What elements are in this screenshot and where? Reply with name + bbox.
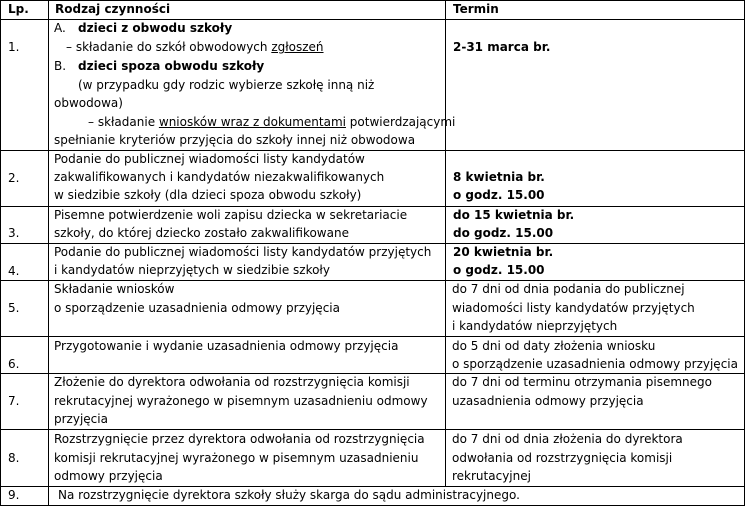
wnioskow-link: wniosków wraz z dokumentami — [158, 115, 346, 129]
row-number: 9. — [8, 488, 20, 502]
section-a-text: – składanie do szkół obwodowych — [66, 40, 272, 54]
section-a-title: dzieci z obwodu szkoły — [78, 21, 233, 35]
activity-text: zakwalifikowanych i kandydatów niezakwalifikowanych — [54, 170, 385, 184]
section-b-line1: (w przypadku gdy rodzic wybierze szkołę inną niż — [78, 78, 375, 92]
activity-text: Złożenie do dyrektora odwołania od rozstrzygnięcia komisji — [54, 375, 410, 389]
activity-text: i kandydatów nieprzyjętych w siedzibie szkoły — [54, 263, 330, 277]
deadline-text: 2-31 marca br. — [453, 40, 551, 54]
section-b-title: dzieci spoza obwodu szkoły — [78, 59, 265, 73]
section-b-letter: B. — [54, 59, 67, 73]
header-deadline: Termin — [453, 2, 499, 16]
deadline-text: i kandydatów nieprzyjętych — [452, 319, 618, 333]
section-b-text: potwierdzającymi — [345, 115, 456, 129]
activity-text: Przygotowanie i wydanie uzasadnienia odmowy przyjęcia — [54, 339, 399, 353]
activity-text: odmowy przyjęcia — [54, 469, 163, 483]
deadline-text: wiadomości listy kandydatów przyjętych — [452, 301, 695, 315]
activity-text: szkoły, do której dziecko zostało zakwalifikowane — [54, 226, 349, 240]
activity-text: rekrutacyjnej wyrażonego w pisemnym uzasadnieniu odmowy — [54, 394, 428, 408]
row-number: 3. — [8, 226, 20, 240]
activity-text: Pisemne potwierdzenie woli zapisu dziecka w sekretariacie — [54, 208, 408, 222]
activity-text: Podanie do publicznej wiadomości listy kandydatów — [54, 152, 365, 166]
activity-text: Podanie do publicznej wiadomości listy kandydatów przyjętych — [54, 245, 432, 259]
activity-text: przyjęcia — [54, 412, 108, 426]
activity-text: Na rozstrzygnięcie dyrektora szkoły służy skarga do sądu administracyjnego. — [58, 488, 520, 502]
deadline-text: o sporządzenie uzasadnienia odmowy przyjęcia — [452, 357, 738, 371]
deadline-text: o godz. 15.00 — [453, 188, 545, 202]
deadline-text: 8 kwietnia br. — [453, 170, 545, 184]
section-a-line — [66, 38, 324, 57]
row-number: 4. — [8, 264, 20, 278]
col-divider — [445, 0, 446, 487]
activity-text: w siedzibie szkoły (dla dzieci spoza obwodu szkoły) — [54, 188, 362, 202]
row-number: 2. — [8, 171, 20, 185]
deadline-text: 20 kwietnia br. — [453, 245, 554, 259]
section-b-line4: spełnianie kryteriów przyjęcia do szkoły innej niż obwodowa — [54, 133, 416, 147]
section-b-line3 — [88, 113, 455, 132]
deadline-text: o godz. 15.00 — [453, 263, 545, 277]
header-activity: Rodzaj czynności — [55, 2, 171, 16]
zgloszen-link: zgłoszeń — [271, 40, 324, 54]
deadline-text: uzasadnienia odmowy przyjęcia — [452, 394, 644, 408]
deadline-text: do godz. 15.00 — [453, 226, 554, 240]
header-lp: Lp. — [8, 2, 29, 16]
row-number: 7. — [8, 394, 20, 408]
section-b-line2: obwodowa) — [54, 96, 123, 110]
col-divider — [48, 0, 49, 506]
deadline-text: do 7 dni od dnia podania do publicznej — [452, 282, 685, 296]
row-number: 5. — [8, 301, 20, 315]
deadline-text: do 5 dni od daty złożenia wniosku — [452, 339, 656, 353]
section-b-text: – składanie — [88, 115, 159, 129]
row-number: 6. — [8, 357, 20, 371]
deadline-text: odwołania od rozstrzygnięcia komisji — [452, 451, 673, 465]
deadline-text: do 15 kwietnia br. — [453, 208, 575, 222]
deadline-text: do 7 dni od dnia złożenia do dyrektora — [452, 432, 683, 446]
activity-text: Rozstrzygnięcie przez dyrektora odwołania od rozstrzygnięcia — [54, 432, 425, 446]
section-a-letter: A. — [54, 21, 66, 35]
deadline-text: rekrutacyjnej — [452, 469, 531, 483]
row-number: 8. — [8, 451, 20, 465]
row-number: 1. — [8, 40, 20, 54]
deadline-text: do 7 dni od terminu otrzymania pisemnego — [452, 375, 712, 389]
activity-text: komisji rekrutacyjnej wyrażonego w pisemnym uzasadnieniu — [54, 451, 419, 465]
activity-text: o sporządzenie uzasadnienia odmowy przyjęcia — [54, 301, 340, 315]
activity-text: Składanie wniosków — [54, 282, 175, 296]
col-divider — [0, 0, 1, 506]
